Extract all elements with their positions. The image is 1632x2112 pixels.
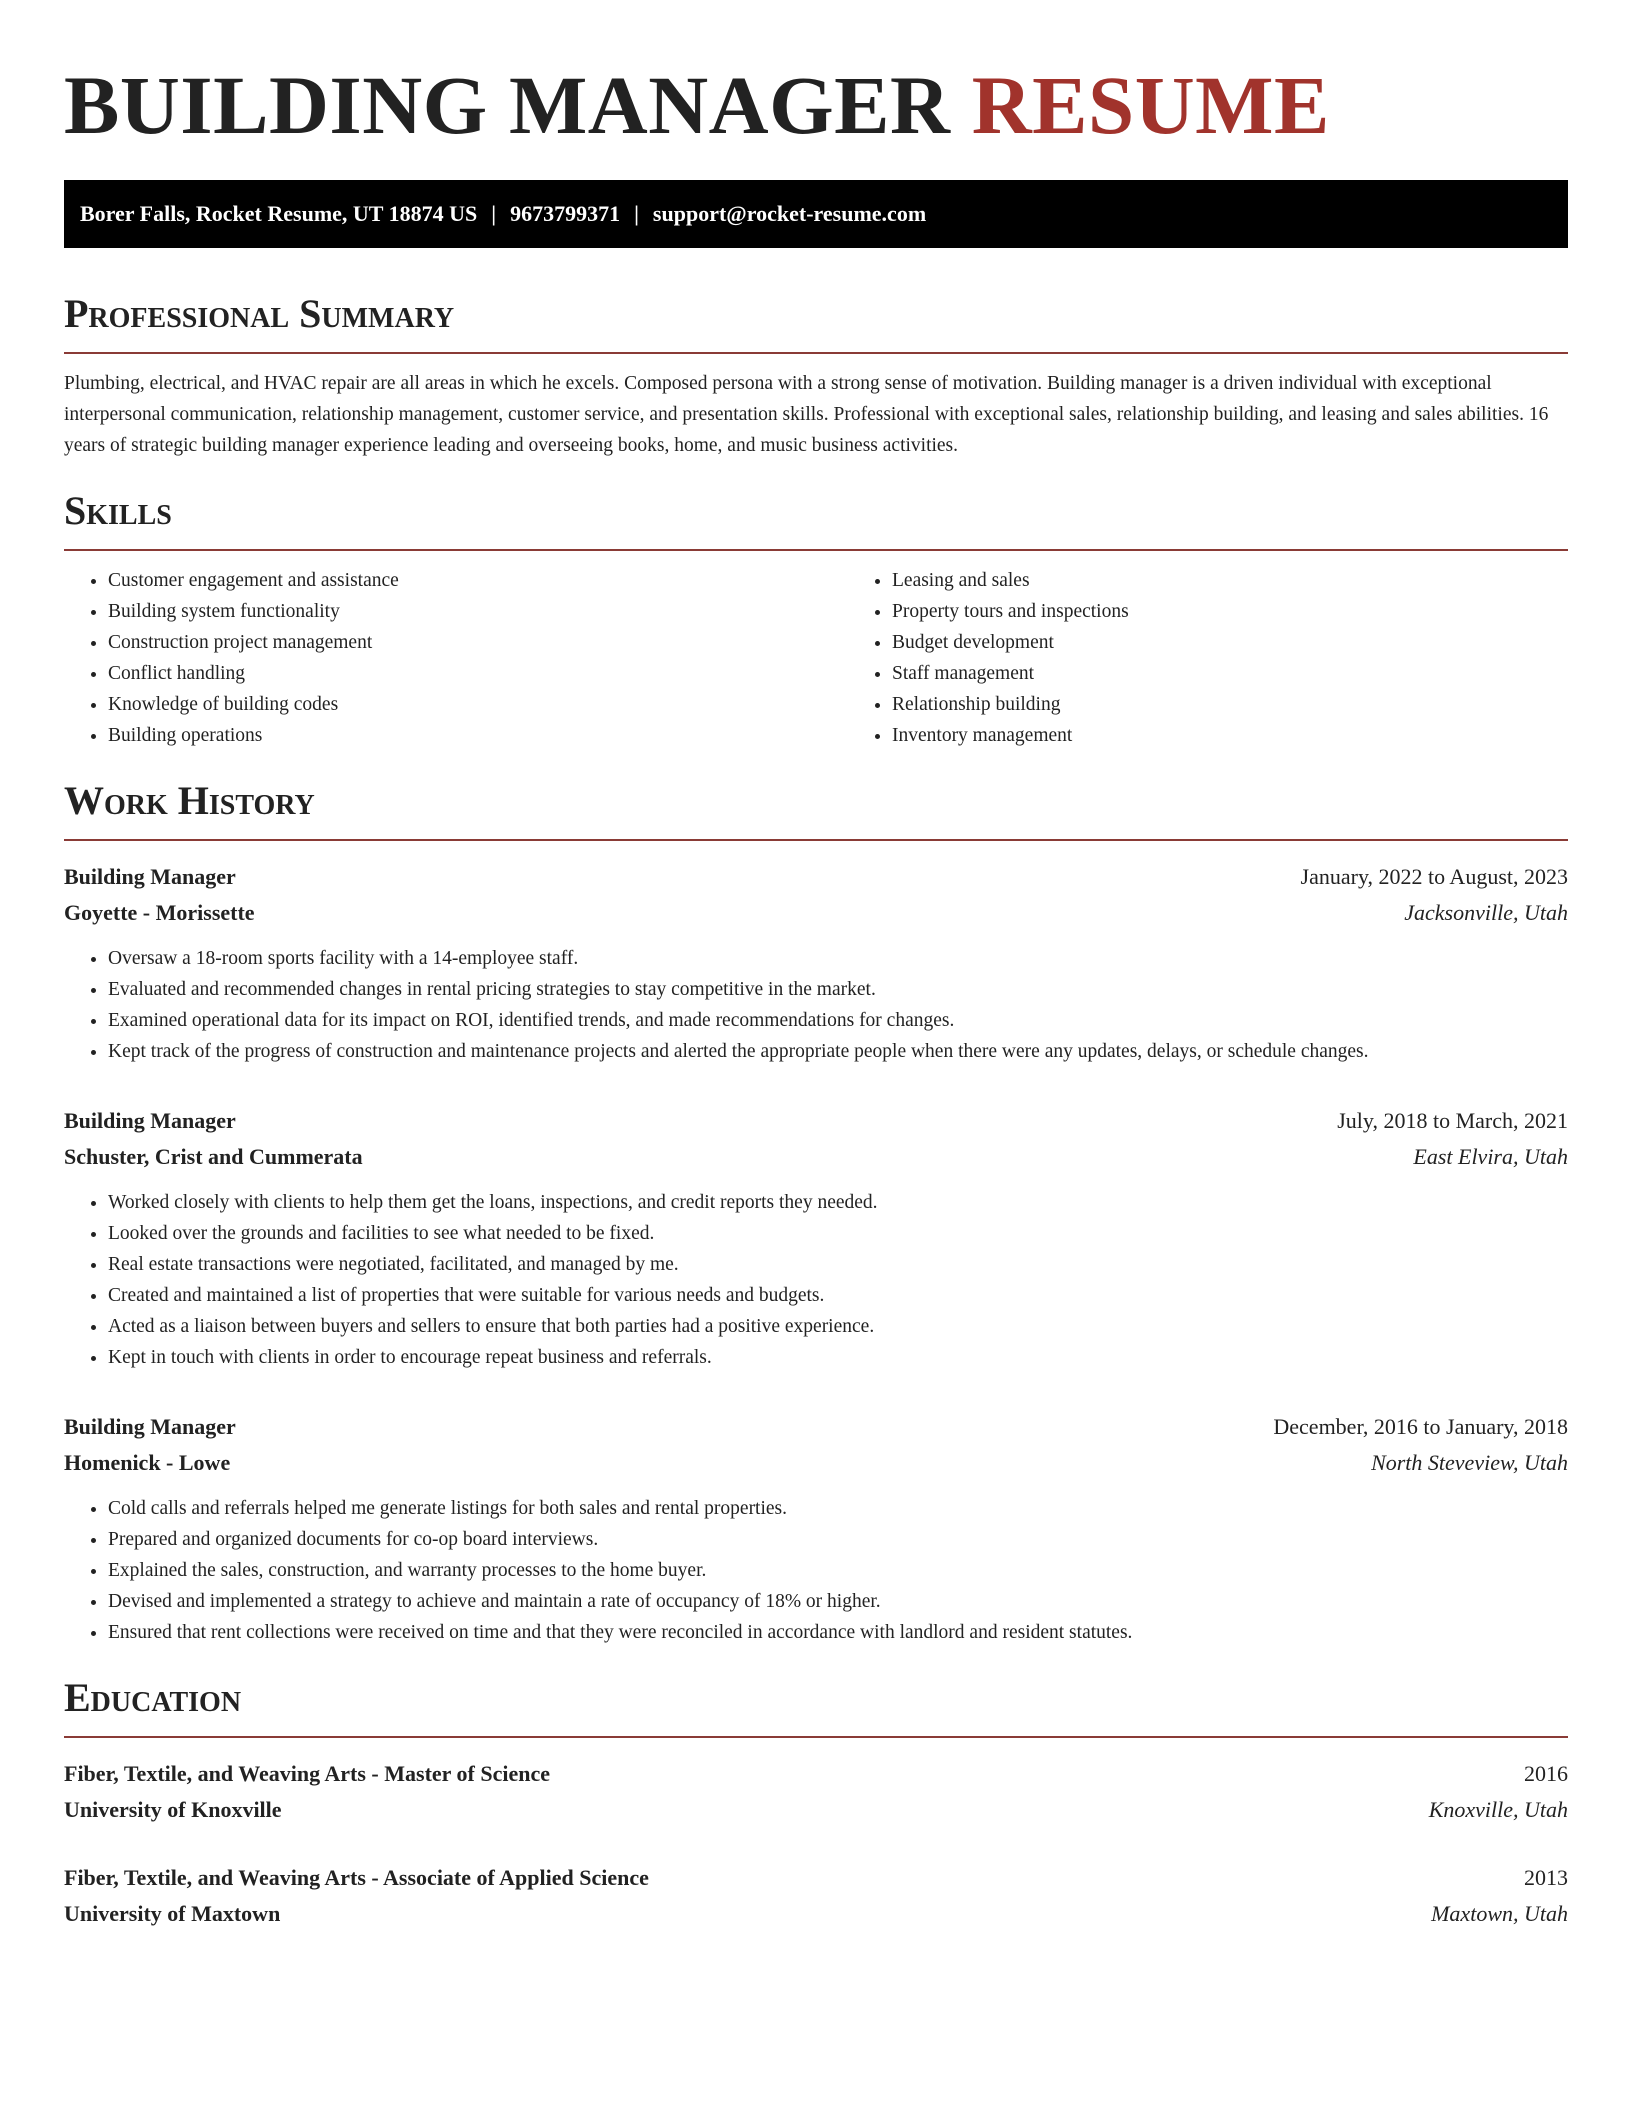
education-entry: [64, 1756, 1568, 1828]
job-bullet: • Oversaw a 18-room sports facility with a 14-employee staff.: [108, 943, 1568, 974]
job-company: Homenick - Lowe: [64, 1450, 231, 1475]
job-title-row: [64, 1409, 1568, 1445]
contact-separator: |: [491, 201, 497, 226]
education-location: Maxtown, Utah: [1431, 1901, 1568, 1926]
job-entry: [64, 1409, 1568, 1648]
skills-list-right: [848, 565, 1129, 751]
skill-item: • Knowledge of building codes: [108, 689, 848, 720]
job-bullets: [64, 1493, 1568, 1648]
job-bullet: • Kept track of the progress of construction and maintenance projects and alerted the appropriate people when there were any updates, delays, or schedule changes.: [108, 1036, 1568, 1067]
job-bullet: • Prepared and organized documents for co-op board interviews.: [108, 1524, 1568, 1555]
job-company: Schuster, Crist and Cummerata: [64, 1144, 363, 1169]
job-entry: [64, 1103, 1568, 1373]
section-divider: [64, 352, 1568, 354]
contact-bar: [64, 180, 1568, 248]
job-location: North Steveview, Utah: [1371, 1450, 1568, 1475]
resume-title: [64, 58, 1568, 152]
contact-phone: 9673799371: [510, 201, 621, 226]
education-degree-row: [64, 1756, 1568, 1792]
education-location: Knoxville, Utah: [1428, 1797, 1568, 1822]
job-company: Goyette - Morissette: [64, 900, 255, 925]
job-title: Building Manager: [64, 1414, 236, 1439]
contact-email: support@rocket-resume.com: [652, 201, 927, 226]
job-dates: January, 2022 to August, 2023: [1300, 864, 1568, 889]
skills-list-left: [64, 565, 848, 751]
job-title: Building Manager: [64, 1108, 236, 1133]
summary-text: Plumbing, electrical, and HVAC repair are all areas in which he excels. Composed persona with a strong sense of motivation. Building manager is a driven individual with exceptional interpersonal communication, relationship management, customer service, and presentation skills. Professional with exceptional sales, relationship building, and leasing and sales abilities. 16 years of strategic building manager experience leading and overseeing books, home, and music business activities.: [64, 373, 1549, 456]
education-year: 2013: [1524, 1865, 1568, 1890]
education-school-row: [64, 1792, 1568, 1828]
job-company-row: [64, 1139, 1568, 1175]
skill-item: • Building operations: [108, 720, 848, 751]
job-location: Jacksonville, Utah: [1404, 900, 1568, 925]
job-bullet: • Created and maintained a list of properties that were suitable for various needs and budgets.: [108, 1280, 1568, 1311]
job-bullet: • Cold calls and referrals helped me generate listings for both sales and rental properties.: [108, 1493, 1568, 1524]
job-title-row: [64, 1103, 1568, 1139]
section-divider: [64, 839, 1568, 841]
education-school: University of Maxtown: [64, 1901, 281, 1926]
section-divider: [64, 549, 1568, 551]
section-divider: [64, 1736, 1568, 1738]
skill-item: • Relationship building: [892, 689, 1129, 720]
job-company-row: [64, 1445, 1568, 1481]
skill-item: • Building system functionality: [108, 596, 848, 627]
education-school-row: [64, 1896, 1568, 1932]
skill-item: • Budget development: [892, 627, 1129, 658]
contact-separator: |: [634, 201, 639, 226]
education-degree-row: [64, 1860, 1568, 1896]
work-history-heading: Work History: [64, 778, 315, 823]
skill-item: • Property tours and inspections: [892, 596, 1129, 627]
job-bullet: • Kept in touch with clients in order to encourage repeat business and referrals.: [108, 1342, 1568, 1373]
job-company-row: [64, 895, 1568, 931]
skill-item: • Customer engagement and assistance: [108, 565, 848, 596]
skill-item: • Conflict handling: [108, 658, 848, 689]
job-bullet: • Ensured that rent collections were received on time and that they were reconciled in accordance with landlord and resident statutes.: [108, 1617, 1568, 1648]
title-main: BUILDING MANAGER: [64, 59, 951, 151]
job-bullet: • Worked closely with clients to help them get the loans, inspections, and credit reports they needed.: [108, 1187, 1568, 1218]
job-bullet: • Devised and implemented a strategy to achieve and maintain a rate of occupancy of 18% or higher.: [108, 1586, 1568, 1617]
job-location: East Elvira, Utah: [1413, 1144, 1568, 1169]
job-bullets: [64, 943, 1568, 1067]
job-bullet: • Acted as a liaison between buyers and sellers to ensure that both parties had a positive experience.: [108, 1311, 1568, 1342]
contact-address: Borer Falls, Rocket Resume, UT 18874 US: [80, 201, 478, 226]
job-bullet: • Evaluated and recommended changes in rental pricing strategies to stay competitive in the market.: [108, 974, 1568, 1005]
education-heading: Education: [64, 1675, 242, 1720]
job-title-row: [64, 859, 1568, 895]
job-bullet: • Explained the sales, construction, and warranty processes to the home buyer.: [108, 1555, 1568, 1586]
title-accent: RESUME: [971, 59, 1330, 151]
job-title: Building Manager: [64, 864, 236, 889]
education-entry: [64, 1860, 1568, 1932]
summary-heading: Professional Summary: [64, 291, 455, 336]
job-bullet: • Examined operational data for its impact on ROI, identified trends, and made recommendations for changes.: [108, 1005, 1568, 1036]
education-degree: Fiber, Textile, and Weaving Arts - Associate of Applied Science: [64, 1865, 649, 1890]
education-year: 2016: [1524, 1761, 1568, 1786]
job-bullets: [64, 1187, 1568, 1373]
skills-heading: Skills: [64, 488, 172, 533]
skills-grid: [64, 565, 1568, 751]
skill-item: • Leasing and sales: [892, 565, 1129, 596]
job-entry: [64, 859, 1568, 1067]
skill-item: • Staff management: [892, 658, 1129, 689]
skill-item: • Inventory management: [892, 720, 1129, 751]
education-school: University of Knoxville: [64, 1797, 282, 1822]
job-dates: July, 2018 to March, 2021: [1337, 1108, 1568, 1133]
job-dates: December, 2016 to January, 2018: [1273, 1414, 1568, 1439]
job-bullet: • Looked over the grounds and facilities to see what needed to be fixed.: [108, 1218, 1568, 1249]
job-bullet: • Real estate transactions were negotiated, facilitated, and managed by me.: [108, 1249, 1568, 1280]
education-degree: Fiber, Textile, and Weaving Arts - Master of Science: [64, 1761, 551, 1786]
skill-item: • Construction project management: [108, 627, 848, 658]
